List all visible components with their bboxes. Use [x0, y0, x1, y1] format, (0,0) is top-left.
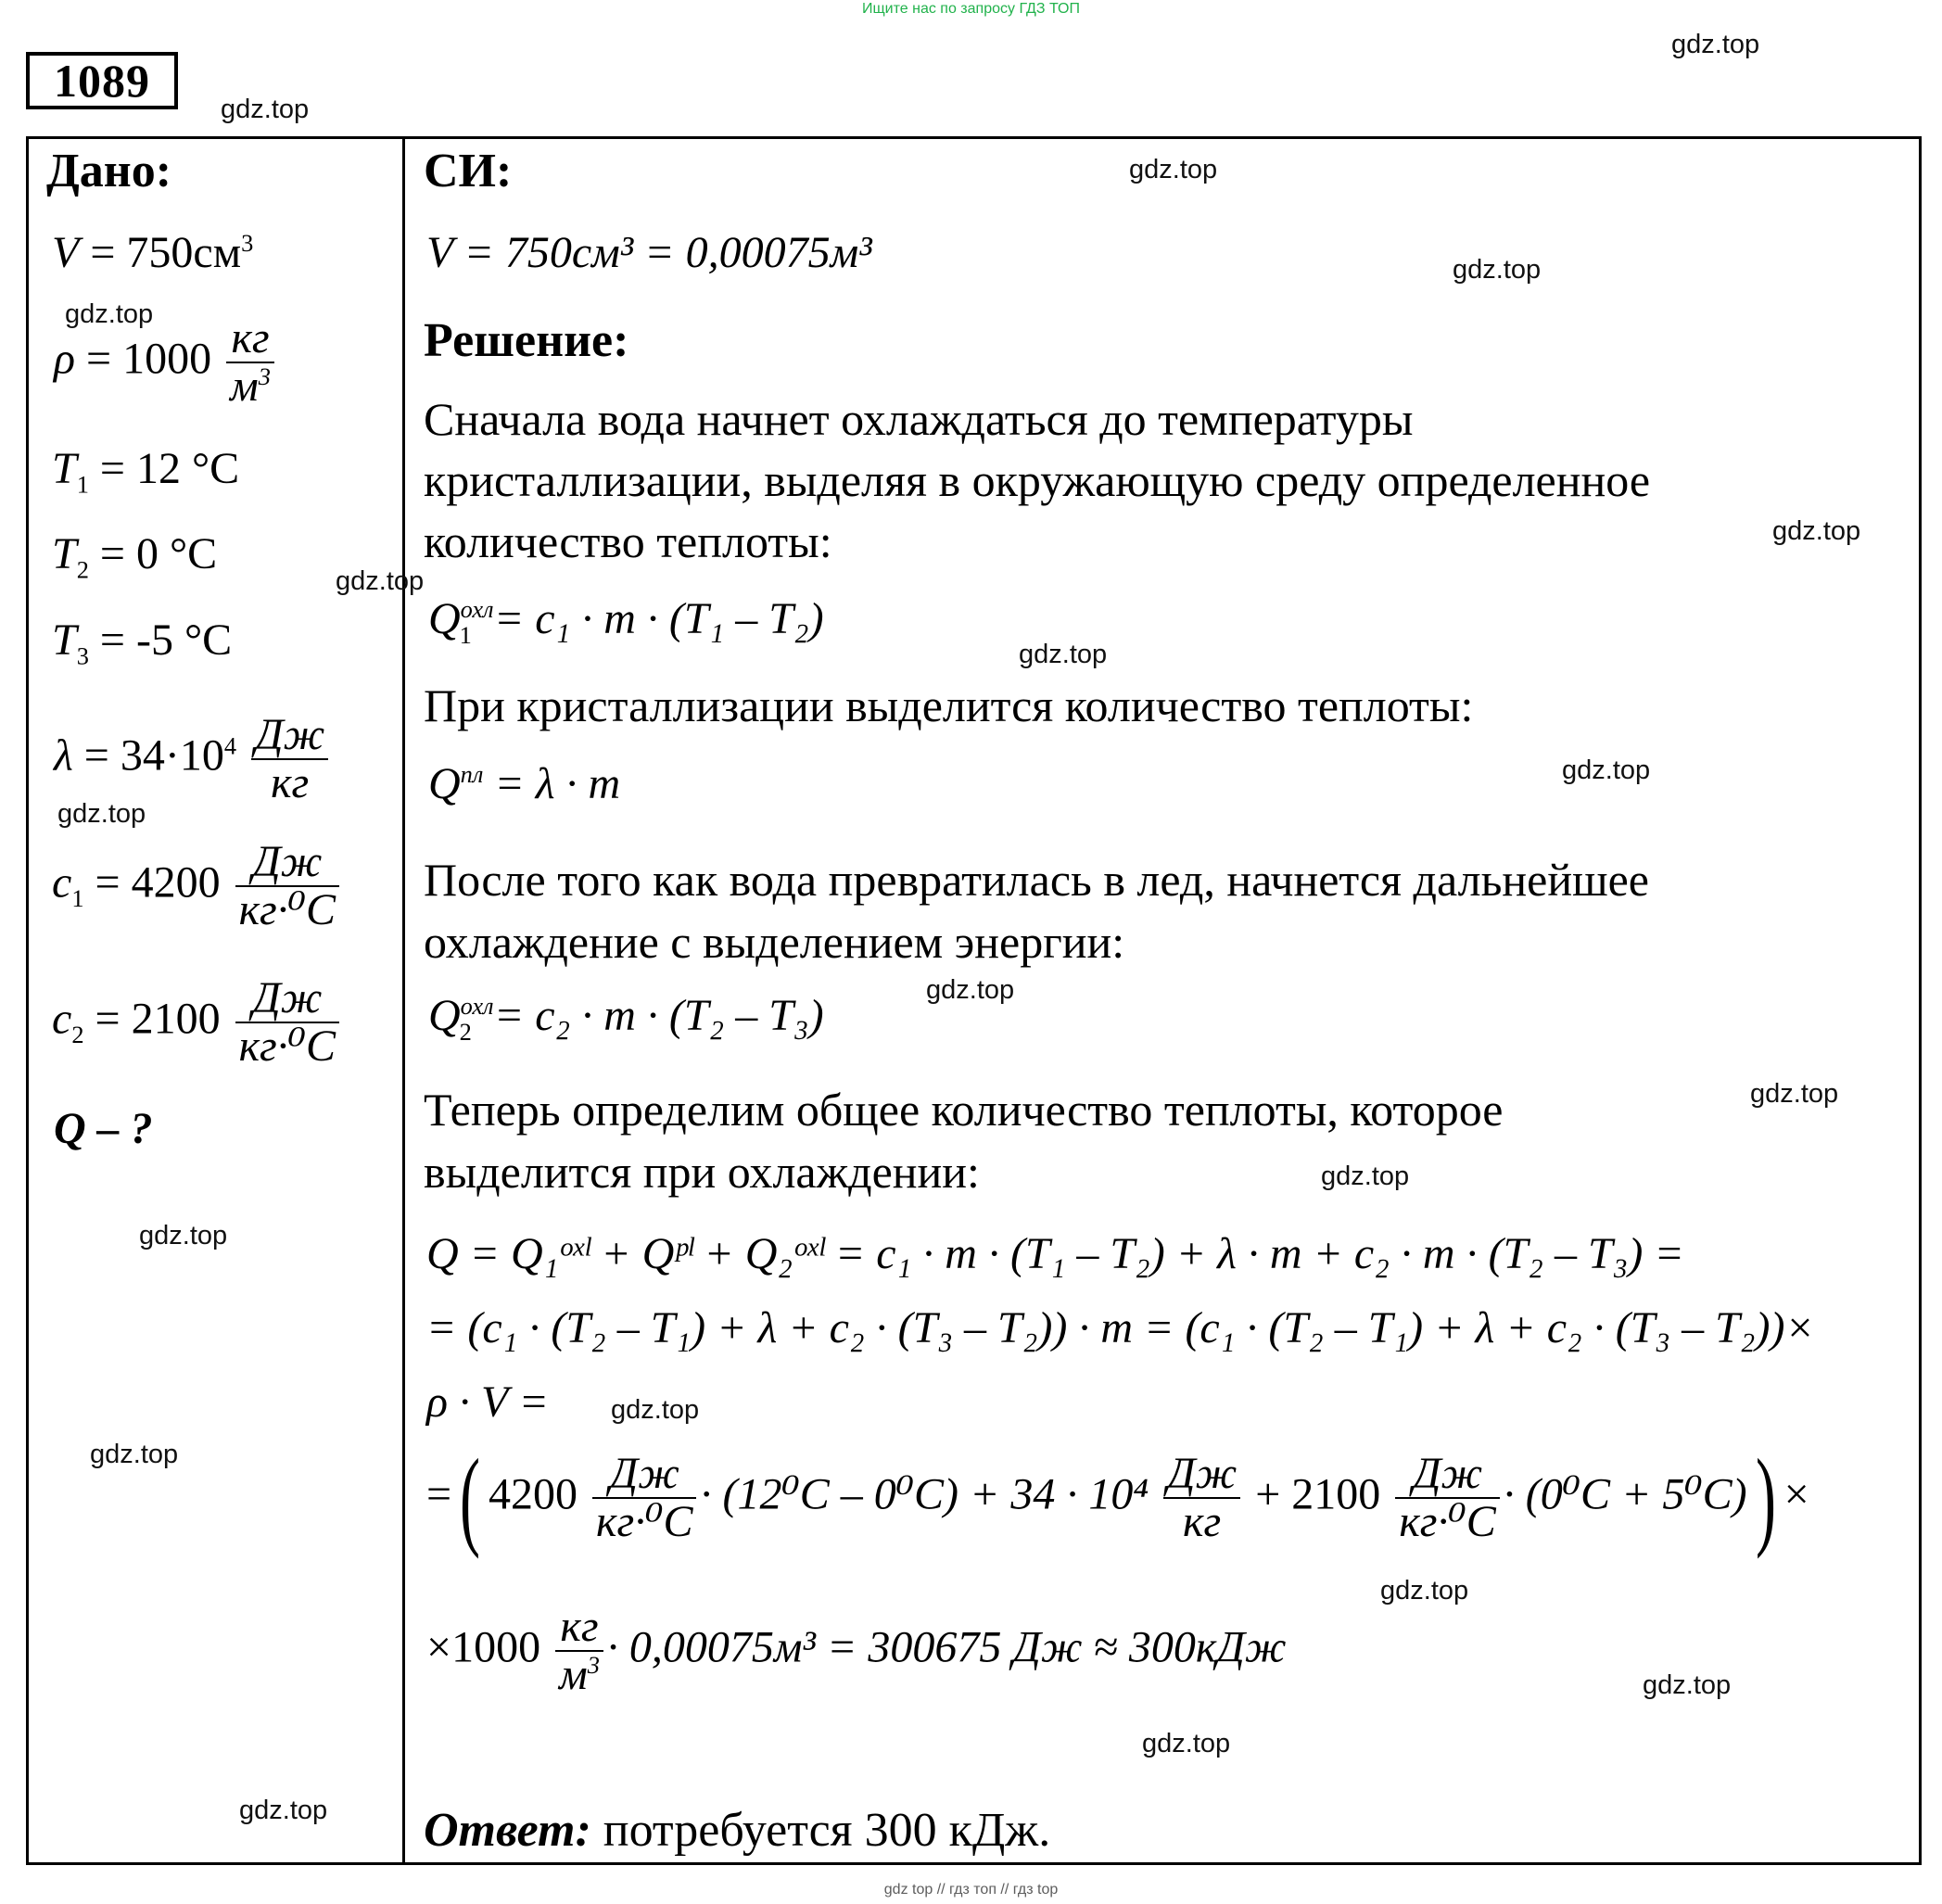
- unit-kg: кг: [1183, 1497, 1222, 1547]
- equation-qpl-rhs: = λ · m: [494, 759, 621, 808]
- t3-value: -5 °C: [135, 616, 233, 665]
- unit-j: Дж: [592, 1451, 696, 1499]
- watermark: gdz.top: [1142, 1729, 1231, 1758]
- calc-density-unit: $\frac{кг}{м^3}$: [555, 1604, 603, 1699]
- unit-kg-c: кг·⁰C: [238, 1022, 336, 1072]
- lambda-value: 34·10: [120, 730, 224, 781]
- given-density: ρ = 1000 $\frac{кг}{м^3}$: [54, 315, 278, 411]
- solution-title: Решение:: [424, 314, 629, 367]
- calc-unit: [592, 1451, 696, 1546]
- unit-kg-c: кг·⁰C: [596, 1497, 693, 1547]
- watermark: gdz.top: [926, 975, 1015, 1005]
- equation-q1-rhs: = c₁ · m · (T₁ – T₂): [493, 594, 824, 643]
- watermark: gdz.top: [1643, 1670, 1732, 1700]
- given-t3: $T_3 = -5$ °C: [52, 616, 233, 670]
- unit-kg: кг: [226, 315, 274, 363]
- given-c2: $c_2 = 2100$ $\frac{Дж}{\text{кг·⁰C}}$: [52, 975, 343, 1071]
- unit-kg-c: кг·⁰C: [238, 885, 336, 935]
- solution-text: охлаждение с выделением энергии:: [424, 916, 1125, 968]
- t1-value: 12 °C: [135, 444, 240, 493]
- t2-value: 0 °C: [135, 529, 218, 578]
- watermark: gdz.top: [239, 1796, 328, 1825]
- unit-j: Дж: [235, 975, 339, 1023]
- given-find: Q – ?: [54, 1104, 153, 1153]
- solution-text: Теперь определим общее количество теплоты, которое: [424, 1084, 1504, 1136]
- unit-m: м: [559, 1650, 588, 1700]
- equation-q2: $Q^{охл}_2 = c_2 \cdot m \cdot (T_2 - T_3)$: [428, 991, 824, 1046]
- unit-j: Дж: [235, 839, 339, 887]
- calc-value-2100: + 2100: [1255, 1469, 1381, 1519]
- unit-kg: кг: [555, 1604, 603, 1652]
- c2-value: 2100: [131, 994, 221, 1044]
- watermark: gdz.top: [1671, 30, 1760, 59]
- given-t1: $T_1 = 12$ °C: [52, 444, 240, 499]
- solution-text: выделится при охлаждении:: [424, 1146, 980, 1198]
- watermark: gdz.top: [1129, 155, 1218, 184]
- calc-density-value: ×1000: [426, 1622, 541, 1672]
- c1-unit: [235, 839, 339, 934]
- watermark: gdz.top: [336, 566, 425, 596]
- solution-text: Сначала вода начнет охлаждаться до температуры: [424, 393, 1414, 445]
- bottom-banner: gdz top // гдз топ // гдз top: [883, 1882, 1059, 1898]
- solution-text: кристаллизации, выделяя в окружающую среду определенное: [424, 454, 1651, 506]
- calc-unit: [1395, 1451, 1499, 1546]
- watermark: gdz.top: [1772, 516, 1861, 546]
- unit-kg: кг: [271, 758, 310, 808]
- watermark: gdz.top: [221, 95, 310, 124]
- lambda-unit: [251, 712, 328, 807]
- watermark: gdz.top: [1562, 755, 1651, 785]
- watermark: gdz.top: [1750, 1079, 1839, 1109]
- c2-unit: [235, 975, 339, 1071]
- solution-text: После того как вода превратилась в лед, начнется дальнейшее: [424, 854, 1649, 906]
- calculation-result: [426, 1604, 1287, 1699]
- solution-text: количество теплоты:: [424, 515, 832, 567]
- density-value: 1000: [122, 334, 212, 384]
- equation-total-3: ρ · V =: [426, 1377, 549, 1427]
- watermark: gdz.top: [1453, 255, 1542, 285]
- unit-kg-c: кг·⁰C: [1399, 1497, 1496, 1547]
- watermark: gdz.top: [57, 799, 146, 829]
- density-unit: $\frac{кг}{м^3}$: [226, 315, 274, 411]
- c1-value: 4200: [131, 857, 221, 908]
- calc-value-4200: 4200: [489, 1469, 578, 1519]
- calc-term-2: · (0⁰C + 5⁰C): [1503, 1469, 1747, 1519]
- lambda-exponent: 4: [223, 731, 237, 760]
- given-c1: $c_1 = 4200$ $\frac{Дж}{\text{кг·⁰C}}$: [52, 839, 343, 934]
- equation-total-2: = (c₁ · (T₂ – T₁) + λ + c₂ · (T₃ – T₂)) · m = (c₁ · (T₂ – T₁) + λ + c₂ · (T₃ – T₂))×: [426, 1303, 1815, 1352]
- calc-term-1: · (12⁰C – 0⁰C) + 34 · 10⁴: [700, 1469, 1149, 1519]
- unit-m: м: [230, 362, 259, 412]
- watermark: gdz.top: [90, 1440, 179, 1469]
- watermark: gdz.top: [1019, 640, 1108, 669]
- solution-text: При кристаллизации выделится количество теплоты:: [424, 679, 1474, 731]
- unit-j: Дж: [1395, 1451, 1499, 1499]
- unit-j: Дж: [1163, 1451, 1240, 1499]
- calc-unit: [1163, 1451, 1240, 1546]
- equation-q2-rhs: = c₂ · m · (T₂ – T₃): [493, 991, 824, 1040]
- answer: [424, 1803, 1050, 1858]
- problem-number: 1089: [26, 52, 178, 109]
- top-banner: Ищите нас по запросу ГДЗ ТОП: [862, 1, 1080, 17]
- given-t2: $T_2 = 0$ °C: [52, 529, 218, 584]
- si-title: СИ:: [424, 145, 513, 197]
- volume-value: 750см: [126, 228, 242, 277]
- given-lambda: $\lambda = 34\cdot 10^4$ $\frac{Дж}{кг}$: [54, 712, 332, 807]
- unit-j: Дж: [251, 712, 328, 760]
- answer-label: Ответ:: [424, 1804, 591, 1857]
- calc-result: · 0,00075м³ = 300675 Дж ≈ 300кДж: [606, 1622, 1287, 1672]
- given-title: Дано:: [46, 145, 172, 197]
- watermark: gdz.top: [1321, 1161, 1410, 1191]
- si-conversion: V = 750см³ = 0,00075м³: [426, 228, 872, 277]
- given-volume: $V = 750см^3$: [52, 228, 254, 277]
- answer-text: потребуется 300 кДж.: [603, 1804, 1051, 1857]
- column-divider: [402, 136, 405, 1865]
- watermark: gdz.top: [611, 1395, 700, 1425]
- watermark: gdz.top: [139, 1221, 228, 1250]
- equation-q1: $Q^{охл}_1 = c_1 \cdot m \cdot (T_1 - T_2)$: [428, 594, 824, 649]
- equation-total-1: Q = Q₁ᵒˣˡ + Qᵖˡ + Q₂ᵒˣˡ = c₁ · m · (T₁ – T₂) + λ · m + c₂ · m · (T₂ – T₃) =: [426, 1229, 1684, 1278]
- watermark: gdz.top: [1380, 1576, 1469, 1606]
- watermark: gdz.top: [65, 299, 154, 329]
- calculation-line: =( 4200 $\frac{Дж}{\text{кг·⁰C}}$ · (12⁰C – 0⁰C) + 34 · 10⁴ $\frac{Дж}{кг}$ + 2100 $\frac{Дж}{\text{кг·⁰C}}$ · (0⁰C + 5⁰C)) ×: [426, 1436, 1809, 1560]
- equation-qpl: $Q^{пл} = \lambda \cdot m$: [428, 759, 621, 808]
